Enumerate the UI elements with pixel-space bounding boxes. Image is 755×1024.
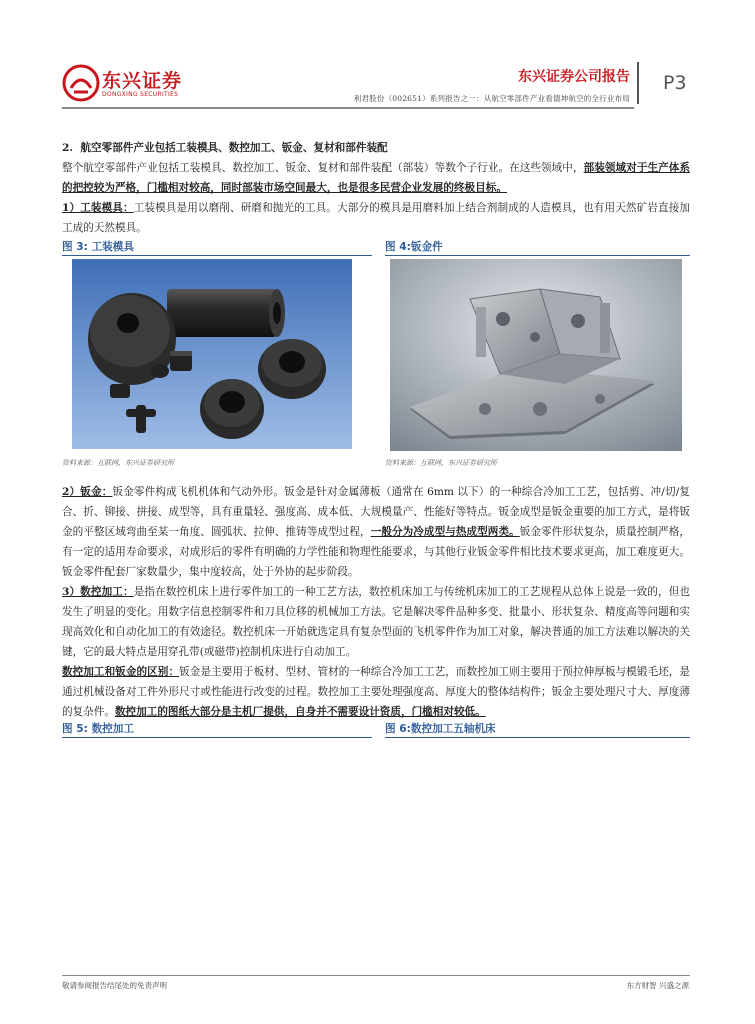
figure-3-image (72, 259, 352, 449)
sheet-metal-paragraph (62, 482, 690, 582)
difference-bold: 数控加工的图纸大部分是主机厂提供，自身并不需要设计资质，门槛相对较低。 (114, 706, 486, 718)
figure-5-rule (62, 737, 372, 738)
header-rule (62, 107, 634, 109)
header-divider (637, 62, 639, 104)
report-title: 东兴证券公司报告 (518, 69, 630, 85)
tooling-molds-photo (72, 259, 352, 449)
body-paragraphs (62, 482, 690, 722)
intro-bold-text: 部装领域对于生产体系的把控较为严格，门槛相对较高，同时部装市场空间最大，也是很多民营企业发展的终极目标。 (62, 162, 691, 194)
report-subtitle: 利君股份（002651）系列报告之一：从航空零部件产业看德坤航空的全行业布局 (353, 94, 630, 103)
footer-rule (62, 975, 690, 976)
difference-text: 钣金是主要用于板材、型材、管材的一种综合冷加工工艺，而数控加工则主要用于预拉伸厚板与模锻毛坯，是通过机械设备对工件外形尺寸或性能进行改变的过程。数控加工主要处理强度高、厚度大的整体结构件；钣金主要处理尺寸大、厚度薄的复杂件。 (62, 666, 690, 718)
tooling-text: 工装模具是用以磨削、研磨和抛光的工具。大部分的模具是用磨料加上结合剂制成的人造模具，也有用天然矿岩直接加工成的天然模具。 (62, 202, 690, 234)
intro-paragraph (62, 158, 690, 198)
figure-3-source: 资料来源：互联网，东兴证券研究所 (62, 459, 174, 467)
figure-6-title: 图 6:数控加工五轴机床 (385, 723, 496, 735)
sheet-metal-bold: 一般分为冷成型与热成型两类。 (370, 526, 520, 538)
company-logo (62, 62, 192, 102)
cnc-paragraph (62, 582, 690, 662)
page-number: P3 (663, 72, 687, 94)
sheet-metal-text-b: 钣金零件形状复杂，质量控制严格，有一定的适用寿命要求，对成形后的零件有明确的力学性能和物理性能要求，与其他行业钣金零件相比技术要求更高，加工难度更大。钣金零件配套厂家数量少，集中度较高，处于外协的起步阶段。 (62, 526, 691, 578)
sheet-metal-text-a: 钣金零件构成飞机机体和气动外形。钣金是针对金属薄板（通常在 6mm 以下）的一种综合冷加工工艺，包括剪、冲/切/复合、折、铆接、拼接、成型等，具有重量轻、强度高、成本低、大规模量产、性能好等特点。钣金成型是钣金重要的加工方式，是将钣金的平整区域弯曲至某一角度、圆弧状、拉伸、推铸等成型过程， (62, 486, 691, 538)
logo-text-en: DONGXING SECURITIES (102, 91, 179, 98)
cnc-text: 是指在数控机床上进行零件加工的一种工艺方法，数控机床加工与传统机床加工的工艺规程从总体上说是一致的，但也发生了明显的变化。用数字信息控制零件和刀具位移的机械加工方法。它是解决零件品种多变、批量小、形状复杂、精度高等问题和实现高效化和自动化加工的有效途径。数控机床一开始就选定具有复杂型面的飞机零件作为加工对象，解决普通的加工方法难以解决的关键，它的最大特点是用穿孔带(或磁带)控制机床进行自动加工。 (62, 586, 690, 658)
figure-3-rule (62, 255, 372, 256)
figure-4-rule (385, 255, 690, 256)
dongxing-logo-icon (62, 64, 100, 102)
section-title: 2. 航空零部件产业包括工装模具、数控加工、钣金、复材和部件装配 (62, 142, 388, 154)
footer-slogan: 东方财智 兴盛之源 (626, 981, 689, 990)
footer-disclaimer: 敬请参阅报告结尾处的免责声明 (62, 981, 167, 990)
section-intro (62, 138, 690, 238)
cnc-label: 3）数控加工： (62, 586, 134, 598)
difference-label: 数控加工和钣金的区别： (62, 666, 180, 678)
intro-text: 整个航空零部件产业包括工装模具、数控加工、钣金、复材和部件装配（部装）等数个子行业。在这些领域中， (62, 162, 584, 174)
logo-text-cn: 东兴证券 (102, 70, 183, 92)
figure-4-source: 资料来源：互联网，东兴证券研究所 (385, 459, 497, 467)
figure-4-image (390, 259, 682, 451)
figure-5-title: 图 5: 数控加工 (62, 723, 134, 735)
figure-3-title: 图 3: 工装模具 (62, 241, 134, 253)
figure-4-title: 图 4:钣金件 (385, 241, 443, 253)
difference-paragraph (62, 662, 690, 722)
tooling-paragraph (62, 198, 690, 238)
sheet-metal-part-photo (390, 259, 682, 451)
sheet-metal-label: 2）钣金： (62, 486, 113, 498)
tooling-label: 1）工装模具： (62, 202, 134, 214)
figure-6-rule (385, 737, 690, 738)
